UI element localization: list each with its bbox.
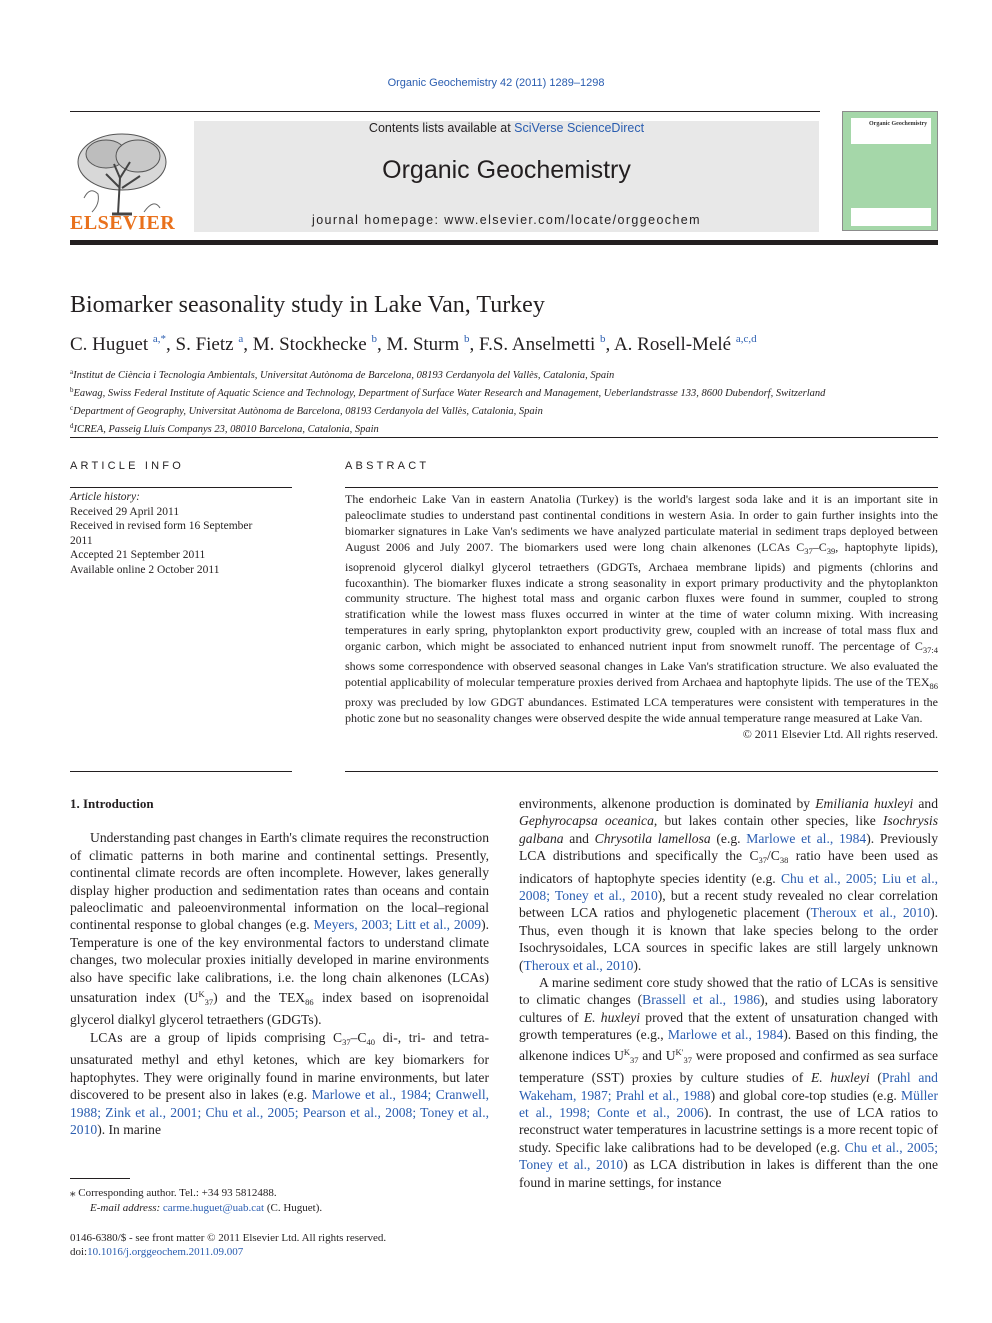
cover-bottom-block xyxy=(851,208,931,226)
affiliation-line xyxy=(70,419,825,437)
citation-link[interactable]: Müller et al., 1998; Conte et al., 2006 xyxy=(519,1087,938,1120)
subscript: 37 xyxy=(683,1054,693,1065)
citation-link[interactable]: Theroux et al., 2010 xyxy=(523,957,634,973)
homepage-url[interactable]: www.elsevier.com/locate/orggeochem xyxy=(444,213,701,227)
doi-line xyxy=(70,1245,386,1259)
affiliation-line xyxy=(70,401,825,419)
affiliation-line xyxy=(70,383,825,401)
text-run: and U xyxy=(638,1047,676,1063)
text-run: ( xyxy=(869,1070,882,1086)
affiliation-key: c xyxy=(70,404,74,412)
subscript: 86 xyxy=(929,680,938,691)
citation-link[interactable]: Marlowe et al., 1984 xyxy=(667,1027,784,1043)
text-run: were proposed and confirmed as sea surface temperature (SST) proxies by culture studies of xyxy=(519,1047,938,1086)
text-run: ). Previously LCA distributions and specifically the C xyxy=(519,830,938,864)
author-name[interactable]: S. Fietz xyxy=(175,334,234,355)
subscript: 86 xyxy=(305,997,314,1008)
text-run: and xyxy=(563,830,595,846)
author-affil-marker[interactable]: a,* xyxy=(152,333,166,345)
citation-link[interactable]: Theroux et al., 2010 xyxy=(810,905,931,921)
history-label: Article history: xyxy=(70,491,140,503)
text-run: /C xyxy=(767,848,780,864)
author-name[interactable]: M. Sturm xyxy=(386,334,460,355)
subscript: 40 xyxy=(366,1036,375,1047)
citation-link[interactable]: Prahl and Wakeham, 1987; Prahl et al., 1988 xyxy=(519,1070,938,1103)
text-run: LCAs are a group of lipids comprising C xyxy=(90,1029,343,1045)
subscript: 37 xyxy=(804,545,813,556)
abstract-text xyxy=(345,492,938,743)
right-column xyxy=(519,795,938,1191)
author-affil-marker[interactable]: a xyxy=(238,333,244,345)
affiliation-text: ICREA, Passeig Lluís Companys 23, 08010 Barcelona, Catalonia, Spain xyxy=(73,424,379,435)
text-run: ). Thus, even though it is known that lake species belong to the order Isochrysoidales, LCA sources in specific lakes are still largely unknown ( xyxy=(519,905,938,973)
affiliation-line xyxy=(70,365,825,383)
intro-paragraph xyxy=(70,1029,489,1138)
history-online: Available online 2 October 2011 xyxy=(70,563,220,576)
text-run: , but lakes contain other species, like xyxy=(653,813,883,829)
article-history xyxy=(70,490,292,578)
homepage-label: journal homepage: xyxy=(312,213,445,227)
superscript: K xyxy=(198,989,205,1000)
intro-paragraph xyxy=(519,795,938,974)
text-run: ). Temperature is one of the key environmental factors to understand climate changes, two molecular proxies initially developed in marine environments also have specific lake calibrations, i.e. the long chain alkenones (LCAs) unsaturation index (U xyxy=(70,917,489,1006)
citation-link[interactable]: Marlowe et al., 1984 xyxy=(746,830,867,846)
citation-link[interactable]: Marlowe et al., 1984; Cranwell, 1988; Zink et al., 2001; Chu et al., 2005; Pearson et al., 2008; Toney et al., 2010 xyxy=(70,1087,489,1137)
journal-name: Organic Geochemistry xyxy=(382,156,631,184)
species-name: Emiliania huxleyi xyxy=(815,796,914,811)
text-run: (e.g. xyxy=(710,830,747,846)
contents-line xyxy=(194,121,819,135)
abstract-heading: ABSTRACT xyxy=(345,460,430,472)
affiliation-key: a xyxy=(70,368,74,376)
author-name[interactable]: C. Huguet xyxy=(70,334,149,355)
subscript: 37 xyxy=(342,1036,351,1047)
superscript: K xyxy=(623,1046,631,1057)
species-name: E. huxleyi xyxy=(583,1009,641,1025)
cover-title-block xyxy=(851,118,931,144)
abstract-run: shows some correspondence with observed seasonal changes in Lake Van's stratification structure. We also evaluated the potential applicability of molecular temperature proxies derived from Archaea and haptophyte lipids. The use of the TEX xyxy=(345,659,938,689)
article-info-bottom-rule xyxy=(70,771,292,772)
text-run: ) and the TEX xyxy=(213,990,306,1006)
affiliation-text: Eawag, Swiss Federal Institute of Aquatic Science and Technology, Department of Surface Water Research and Management, Ueberlandstrasse 133, 8600 Dubendorf, Switzerland xyxy=(73,388,826,399)
contents-prefix: Contents lists available at xyxy=(368,121,515,135)
article-info-heading: ARTICLE INFO xyxy=(70,460,184,472)
abstract-run: The endorheic Lake Van in eastern Anatolia (Turkey) is the world's largest soda lake and it is an important site in paleoclimate studies to understand past continental conditions in western Asia. In order to gain further insights into the biomarker signatures in Lake Van's sediments we have analyzed particulate material in sediment traps deployed between August 2006 and July 2007. The biomarkers used were long chain alkenones (LCAs C xyxy=(345,492,938,554)
author-name[interactable]: F.S. Anselmetti xyxy=(479,334,596,355)
issn-line: 0146-6380/$ - see front matter © 2011 Elsevier Ltd. All rights reserved. xyxy=(70,1232,387,1244)
email-link[interactable]: carme.huguet@uab.cat xyxy=(162,1202,265,1214)
author-affil-marker[interactable]: a,c,d xyxy=(735,333,757,345)
citation-link[interactable]: Meyers, 2003; Litt et al., 2009 xyxy=(313,917,482,933)
footnote xyxy=(70,1186,490,1216)
journal-citation[interactable]: Organic Geochemistry 42 (2011) 1289–1298 xyxy=(387,77,605,89)
text-run: index based on isoprenoidal glycerol dialkyl glycerol tetraethers (GDGTs). xyxy=(70,990,489,1028)
species-name: Gephyrocapsa oceanica xyxy=(519,813,654,829)
cover-title: Organic Geochemistry xyxy=(869,121,928,127)
author-affil-marker[interactable]: b xyxy=(464,333,470,345)
journal-homepage xyxy=(194,213,819,227)
subscript: 37 xyxy=(204,997,214,1008)
sciencedirect-link[interactable]: SciVerse ScienceDirect xyxy=(514,121,645,135)
email-suffix: (C. Huguet). xyxy=(264,1202,323,1214)
left-column xyxy=(70,795,489,1138)
section-heading-introduction: 1. Introduction xyxy=(70,796,154,811)
doi-label: doi: xyxy=(70,1246,88,1258)
text-run: ) and global core-top studies (e.g. xyxy=(710,1087,901,1103)
email-note xyxy=(70,1201,490,1216)
footnote-star: ⁎ xyxy=(70,1187,76,1199)
abstract-copyright: © 2011 Elsevier Ltd. All rights reserved. xyxy=(742,726,938,741)
text-run: ). xyxy=(633,957,642,973)
subscript: 37 xyxy=(630,1054,639,1065)
abstract-run: , haptophyte lipids), isoprenoid glycerol dialkyl glycerol tetraethers (GDGTs, Archaea membrane lipids) and pigments (chlorins and fucoxanthin). The biomarker fluxes indicate a strong seasonality in export primary productivity and the phytoplankton community structure. The highest total mass and organic carbon fluxes were found in summer, coupled to strong stratification while the lowest mass fluxes occurred in winter at the time of water column mixing. With increasing temperatures in early spring, phytoplankton export productivity grew, coupled with an increase of total mass flux and organic carbon, which might be associated to enhanced nutrient input from snowmelt runoff. The percentage of C xyxy=(345,539,938,654)
email-label: E-mail address: xyxy=(90,1202,163,1214)
intro-paragraph xyxy=(519,974,938,1191)
text-run: environments, alkenone production is dominated by xyxy=(519,796,816,811)
text-run: ratio have been used as indicators of haptophyte species identity (e.g. xyxy=(519,848,939,886)
text-run: and xyxy=(913,796,938,811)
history-revised-year: 2011 xyxy=(70,534,93,547)
history-revised: Received in revised form 16 September xyxy=(70,520,253,533)
abstract-run: –C xyxy=(812,539,827,554)
corresponding-author-note xyxy=(70,1186,490,1201)
corresponding-text: Corresponding author. Tel.: +34 93 5812488. xyxy=(78,1187,277,1199)
text-run: ). In contrast, the use of LCA ratios to reconstruct water temperatures in lacustrine settings is a more recent topic of study. Specific lake calibrations had to be developed (e.g. xyxy=(519,1104,938,1155)
subscript: 37:4 xyxy=(922,645,938,656)
text-run: ). In marine xyxy=(97,1121,161,1137)
author-name[interactable]: M. Stockhecke xyxy=(252,334,367,355)
footnote-rule xyxy=(70,1178,130,1179)
author-name[interactable]: A. Rosell-Melé xyxy=(613,334,732,355)
author-list: C. Huguet $^{a,*}$, S. Fietz $^a$, M. Stockhecke $^b$, M. Sturm $^b$, F.S. Anselmetti $^b$, A. Rosell-Melé $^{a,c,d}$ xyxy=(70,333,757,355)
affiliation-text: Department of Geography, Universitat Autònoma de Barcelona, 08193 Cerdanyola del Vallès, Catalonia, Spain xyxy=(73,406,543,417)
elsevier-wordmark: ELSEVIER xyxy=(70,212,176,234)
header-bottom-rule xyxy=(70,240,938,245)
text-run: di-, tri- and tetra-unsaturated methyl and ethyl ketones, which are key biomarkers for haptophytes. They were originally found in marine environments, but later discovered to be present also in lakes (e.g. xyxy=(70,1029,489,1103)
article-title: Biomarker seasonality study in Lake Van, Turkey xyxy=(70,292,545,318)
subscript: 38 xyxy=(779,855,789,866)
affiliation-key: b xyxy=(70,386,74,394)
article-info-rule xyxy=(70,487,292,488)
text-run: –C xyxy=(350,1029,367,1045)
species-name: E. huxleyi xyxy=(810,1070,870,1086)
doi-link[interactable]: 10.1016/j.orggeochem.2011.09.007 xyxy=(87,1246,244,1258)
text-run: A marine sediment core study showed that the ratio of LCAs is sensitive to climatic changes ( xyxy=(519,975,938,1008)
text-run: ), and studies using laboratory cultures of xyxy=(519,992,938,1025)
journal-cover-thumbnail[interactable] xyxy=(842,111,938,231)
species-name: Isochrysis galbana xyxy=(519,813,938,846)
affiliations-rule xyxy=(70,437,938,438)
abstract-run: proxy was precluded by low GDGT abundances. Estimated LCA temperatures were consistent with temperatures in the photic zone but no seasonality changes were observed despite the wide annual temperature range measured at Lake Van. xyxy=(345,694,938,725)
citation-link[interactable]: Chu et al., 2005; Toney et al., 2010 xyxy=(519,1139,938,1173)
header-top-rule xyxy=(70,111,820,112)
history-received: Received 29 April 2011 xyxy=(70,505,180,518)
affiliation-text: Institut de Ciència i Tecnologia Ambientals, Universitat Autònoma de Barcelona, 08193 Cerdanyola del Vallès, Catalonia, Spain xyxy=(73,370,615,381)
subscript: 37 xyxy=(758,855,768,866)
citation-link[interactable]: Brassell et al., 1986 xyxy=(642,992,761,1008)
author-affil-marker[interactable]: b xyxy=(600,333,606,345)
text-run: ) as LCA distribution in lakes is different than the one found in marine settings, for instance xyxy=(519,1157,938,1190)
history-accepted: Accepted 21 September 2011 xyxy=(70,549,206,562)
abstract-body xyxy=(345,492,938,727)
species-name: Chrysotila lamellosa xyxy=(594,830,711,846)
intro-paragraph xyxy=(70,829,489,1028)
subscript: 39 xyxy=(826,545,836,556)
citation-link[interactable]: Chu et al., 2005; Liu et al., 2008; Toney et al., 2010 xyxy=(519,870,938,904)
text-run: ), but a recent study revealed no clear correlation between LCA ratios and phylogenetic placement ( xyxy=(519,888,938,921)
abstract-bottom-rule xyxy=(345,771,938,772)
author-affil-marker[interactable]: b xyxy=(371,333,377,345)
text-run: Understanding past changes in Earth's climate requires the reconstruction of climatic patterns in both marine and continental settings. Presently, continental climate records are often incomplete. However, lakes generally display higher production and sedimentation rates than oceans and contain paleoclimatic and paleoenvironmental information on the local–regional continental response to global changes (e.g. xyxy=(70,830,489,933)
text-run: proved that the extent of unsaturation changed with growth temperatures (e.g., xyxy=(519,1009,938,1043)
superscript: K′ xyxy=(675,1046,684,1057)
affiliations xyxy=(70,365,825,437)
page-footer xyxy=(70,1231,386,1259)
text-run: ). Based on this finding, the alkenone indices U xyxy=(519,1027,938,1063)
affiliation-key: d xyxy=(70,422,74,430)
abstract-rule xyxy=(345,487,938,488)
